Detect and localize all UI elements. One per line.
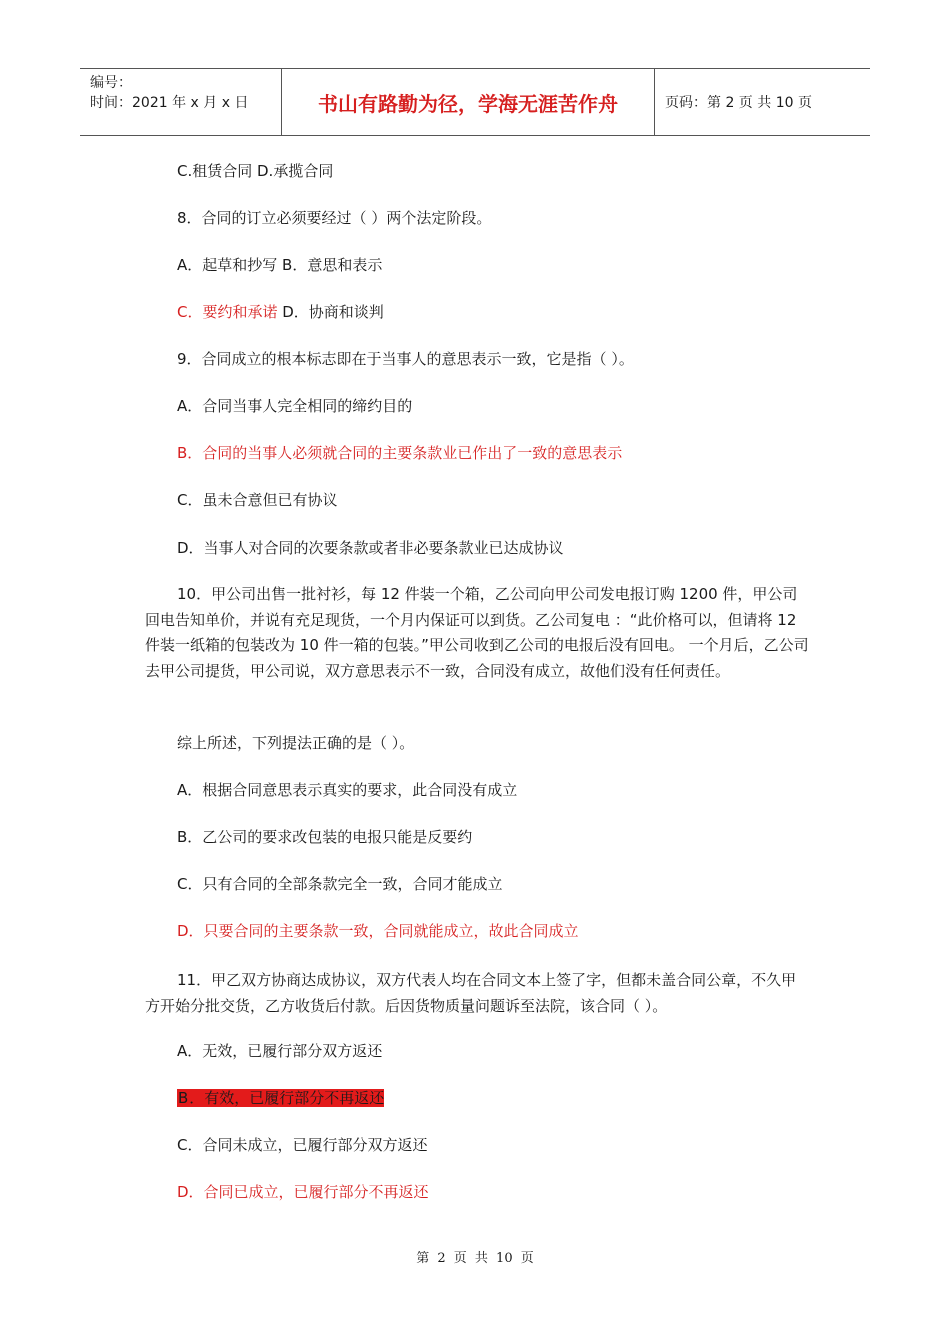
line-text: B．乙公司的要求改包装的电报只能是反要约 (177, 828, 473, 846)
line-text: A．无效，已履行部分双方返还 (177, 1042, 383, 1060)
line-text: C．合同未成立，已履行部分双方返还 (177, 1136, 428, 1154)
date-label: 时间：2021 年 x 月 x 日 (90, 95, 249, 111)
question-11-paragraph (145, 968, 810, 1019)
line-text: 综上所述，下列提法正确的是（ ）。 (177, 734, 415, 752)
line-text: D．只要合同的主要条款一致，合同就能成立，故此合同成立 (177, 922, 579, 940)
text-line (177, 396, 412, 416)
line-text: D．合同已成立，已履行部分不再返还 (177, 1183, 429, 1201)
number-label: 编号： (90, 75, 132, 91)
header-motto: 书山有路勤为径，学海无涯苦作舟 (282, 69, 655, 135)
option-11b-highlighted (177, 1088, 384, 1108)
text-line (177, 208, 491, 228)
line-text: A．起草和抄写 B．意思和表示 (177, 256, 383, 274)
text-line (177, 255, 382, 275)
line-text: C．要约和承诺 (177, 303, 278, 321)
text-line (177, 827, 472, 847)
text-line (177, 780, 517, 800)
text-line (177, 1182, 429, 1202)
question-11-text: 11．甲乙双方协商达成协议，双方代表人均在合同文本上签了字，但都未盖合同公章，不久甲方开始分批交货，乙方收货后付款。后因货物质量问题诉至法院，该合同（ ）。 (145, 971, 797, 1015)
text-line (177, 302, 384, 322)
text-line (177, 443, 622, 463)
line-text: C．虽未合意但已有协议 (177, 491, 338, 509)
text-line (177, 490, 337, 510)
line-text: A．根据合同意思表示真实的要求，此合同没有成立 (177, 781, 518, 799)
text-line (177, 1041, 382, 1061)
page-footer: 第 2 页 共 10 页 (416, 1251, 534, 1266)
line-text: C.租赁合同 D.承揽合同 (177, 162, 334, 180)
question-10-text: 10．甲公司出售一批衬衫，每 12 件装一个箱，乙公司向甲公司发电报订购 1200 件，甲公司回电告知单价，并说有充足现货，一个月内保证可以到货。乙公司复电 ：“此价格可以，但请将 12 件装一纸箱的包装改为 10 件一箱的包装。”甲公司收到乙公司的电报后没有回电。 一个月后，乙公司去甲公司提货，甲公司说，双方意思表示不一致，合同没有成立，故他们没有任何责任。 (145, 585, 809, 680)
question-10-paragraph (145, 582, 810, 684)
line-text: D．当事人对合同的次要条款或者非必要条款业已达成协议 (177, 539, 564, 557)
header-page-label: 页码：第 2 页 共 10 页 (665, 95, 812, 111)
header-meta (80, 69, 282, 135)
line-text: A．合同当事人完全相同的缔约目的 (177, 397, 413, 415)
page-header (80, 68, 870, 136)
text-line (177, 874, 502, 894)
text-line (177, 921, 579, 941)
line-text: 8．合同的订立必须要经过（ ）两个法定阶段。 (177, 209, 492, 227)
line-text: 9．合同成立的根本标志即在于当事人的意思表示一致，它是指（ ）。 (177, 350, 634, 368)
text-line (177, 349, 634, 369)
option-11b-letter: B (178, 1089, 189, 1107)
text-line (177, 161, 333, 181)
line-text: B．合同的当事人必须就合同的主要条款业已作出了一致的意思表示 (177, 444, 623, 462)
text-line (177, 733, 414, 753)
text-line (177, 1135, 427, 1155)
line-text: C．只有合同的全部条款完全一致，合同才能成立 (177, 875, 503, 893)
text-line (177, 538, 564, 558)
line-suffix: D．协商和谈判 (277, 303, 384, 321)
option-11b-text: ．有效，已履行部分不再返还 (189, 1089, 385, 1107)
